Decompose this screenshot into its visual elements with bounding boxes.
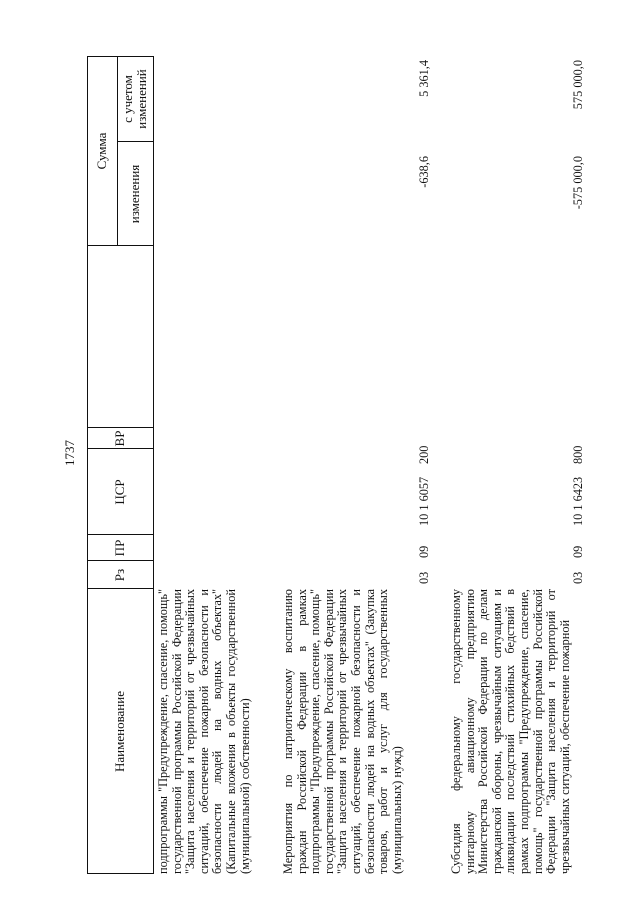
header-sum: Сумма: [94, 132, 109, 170]
header-change: изменения: [127, 164, 142, 224]
row-rz: 03: [571, 571, 585, 584]
row-pr: 09: [571, 545, 585, 558]
row-total: 575 000,0: [571, 60, 585, 110]
header-vr: ВР: [112, 430, 127, 447]
budget-table: [87, 56, 599, 874]
row-name: Мероприятия по патриотическому воспитанию граждан Российской Федерации в рамках подпрограммы "Предупреждение, спасение, помощь" государственной программы Российской Федерации "Защита населения и территорий от чрезвычайных ситуаций, обеспечение пожарной безопасности и безопасности людей на водных объектах" (Закупка товаров, работ и услуг для государственных (муниципальных) нужд): [281, 589, 404, 874]
header-name: Наименование: [112, 691, 127, 772]
row-name: подпрограммы "Предупреждение, спасение, помощь" государственной программы Российской Федерации "Защита населения и территорий от чрезвычайных ситуаций, обеспечение пожарной безопасности и безопасности людей на водных объектах" (Капитальные вложения в объекты государственной (муниципальной) собственности): [156, 589, 252, 874]
row-vr: 800: [571, 445, 585, 464]
row-rz: 03: [417, 571, 431, 584]
row-change: -575 000,0: [571, 156, 585, 210]
header-pr: ПР: [112, 539, 127, 557]
row-csr: 10 1 6423: [571, 476, 585, 526]
page-number: 1737: [62, 440, 77, 466]
header-csr: ЦСР: [112, 479, 127, 505]
header-with-change: с учетом изменений: [120, 69, 149, 129]
row-pr: 09: [417, 545, 431, 558]
row-total: 5 361,4: [417, 60, 431, 97]
row-vr: 200: [417, 445, 431, 464]
header-rz: Рз: [112, 568, 127, 582]
header-bottom-border: [153, 56, 154, 874]
row-change: -638,6: [417, 156, 431, 188]
row-name: Субсидия федеральному государственному унитарному авиационному предприятию Министерства Российской Федерации по делам гражданской обороны, чрезвычайным ситуациям и ликвидации последствий стихийных бедствий в рамках подпрограммы "Предупреждение, спасение, помощь" государственной программы Российской Федерации "Защита населения и территорий от чрезвычайных ситуаций, обеспечение пожарной: [449, 589, 572, 874]
row-csr: 10 1 6057: [417, 476, 431, 526]
